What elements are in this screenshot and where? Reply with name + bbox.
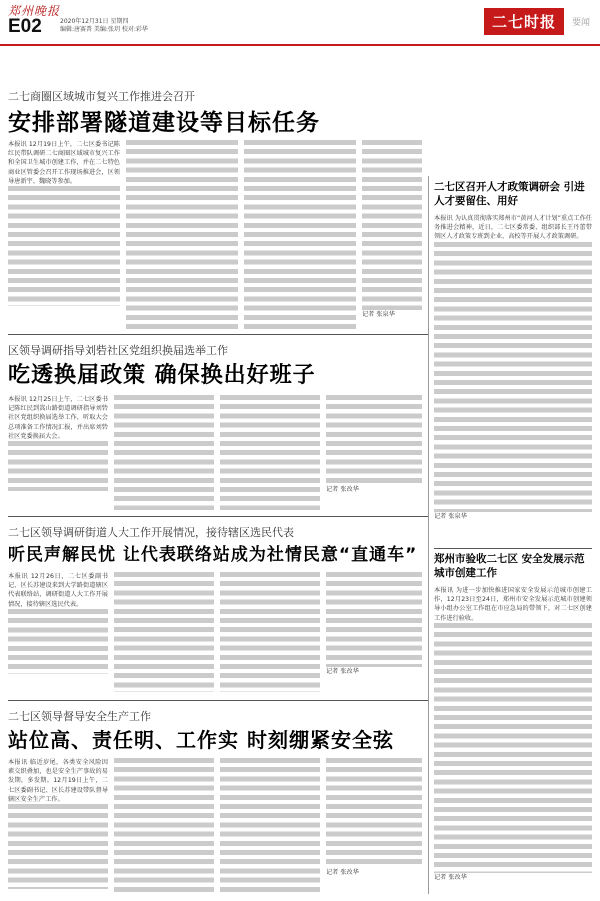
- side2-byline: 记者 张改华: [434, 873, 467, 881]
- article2-kicker: 区领导调研指导刘砦社区党组织换届选举工作: [8, 344, 228, 357]
- section-tag: [484, 6, 590, 36]
- article2-byline: 记者 张改华: [326, 486, 359, 493]
- divider: [8, 334, 428, 335]
- divider: [434, 548, 592, 549]
- date-line: 2020年12月31日 星期四: [60, 18, 129, 25]
- article3-body-col2: [114, 572, 214, 692]
- side2-body: [434, 586, 592, 894]
- article1-body-col4: [362, 140, 422, 330]
- divider: [8, 516, 428, 517]
- page-meta: [60, 18, 148, 34]
- article4-headline: 站位高、责任明、工作实 时刻绷紧安全弦: [8, 728, 394, 752]
- editor-line: 编辑:唐赛普 美编:张玥 校对:彩华: [60, 26, 148, 33]
- article1-body-col3: [244, 140, 356, 330]
- article3-headline: 听民声解民忧 让代表联络站成为社情民意“直通车”: [8, 545, 418, 565]
- page-number: E02: [8, 16, 42, 37]
- divider: [8, 700, 428, 701]
- article1-headline: 安排部署隧道建设等目标任务: [8, 110, 320, 136]
- side1-body: [434, 214, 592, 544]
- article1-body-col2: [126, 140, 238, 330]
- article3-body-col4: [326, 572, 422, 692]
- section-name: 二七时报: [484, 8, 564, 35]
- side1-lead: 本报讯 为认真贯彻落实郑州市“黄河人才计划”重点工作任务推进会精神，近日，二七区委常委、组织部长王丹蕾带领区人才政策专班到企业、高校等开展人才政策调研。: [434, 215, 592, 241]
- side2-title: 郑州市验收二七区 安全发展示范城市创建工作: [434, 553, 585, 579]
- article2-headline: 吃透换届政策 确保换出好班子: [8, 363, 316, 388]
- article4-kicker: 二七区领导督导安全生产工作: [8, 710, 151, 723]
- article4-lead: 本报讯 临近岁尾，各类安全风险因素交织叠加，也是安全生产事故的易发期，多发期。12月19日上午，二七区委副书记、区长苏建设带队督导辖区安全生产工作。: [8, 759, 108, 803]
- article1-byline: 记者 张泉华: [362, 311, 395, 318]
- article1-kicker: 二七商圈区域城市复兴工作推进会召开: [8, 90, 195, 103]
- article1-lead: 本报讯 12月19日上午，二七区委书记陈红民带队调研二七商圈区域城市复兴工作和全国卫生城市创建工作，并在二七特色商业区管委会召开工作现场推进会，区领导唐新宇、魏晓等参加。: [8, 141, 120, 185]
- article3-body-col3: [220, 572, 320, 692]
- article4-body: [8, 758, 108, 894]
- section-subtitle: 要闻: [571, 17, 590, 28]
- article4-body-col4: [326, 758, 422, 894]
- side1-title: 二七区召开人才政策调研会 引进人才要留住、用好: [434, 181, 585, 207]
- article2-lead: 本报讯 12月25日上午，二七区委书记陈红民到嵩山路街道调研指导刘砦社区党组织换届选举工作，听取大会总项准备工作情况汇报，并出席刘砦社区党委换届大会。: [8, 396, 108, 440]
- article3-lead: 本报讯 12月26日，二七区委副书记、区长苏建设来到大学路街道辖区代表联络站，调研街道人大工作开展情况，接待辖区选民代表。: [8, 573, 108, 608]
- article1-body: [8, 140, 120, 330]
- article4-body-col2: [114, 758, 214, 894]
- article3-kicker: 二七区领导调研街道人大工作开展情况，接待辖区选民代表: [8, 526, 294, 539]
- article2-body-col3: [220, 395, 320, 510]
- masthead: [0, 0, 600, 46]
- article2-body-col2: [114, 395, 214, 510]
- article3-byline: 记者 张改华: [326, 668, 359, 675]
- article2-body-col4: [326, 395, 422, 510]
- side2-lead: 本报讯 为进一步加快推进国家安全发展示范城市创建工作，12月23日至24日，郑州市安全发展示范城市创建领导小组办公室工作组在市应急局的带领下，对二七区创建工作进行验收。: [434, 587, 592, 622]
- article3-body: [8, 572, 108, 692]
- article4-body-col3: [220, 758, 320, 894]
- article2-body: [8, 395, 108, 510]
- side1-byline: 记者 张泉华: [434, 512, 467, 520]
- newspaper-logo: 郑州晚报: [8, 4, 61, 18]
- article4-byline: 记者 张改华: [326, 869, 359, 876]
- column-divider: [428, 176, 429, 894]
